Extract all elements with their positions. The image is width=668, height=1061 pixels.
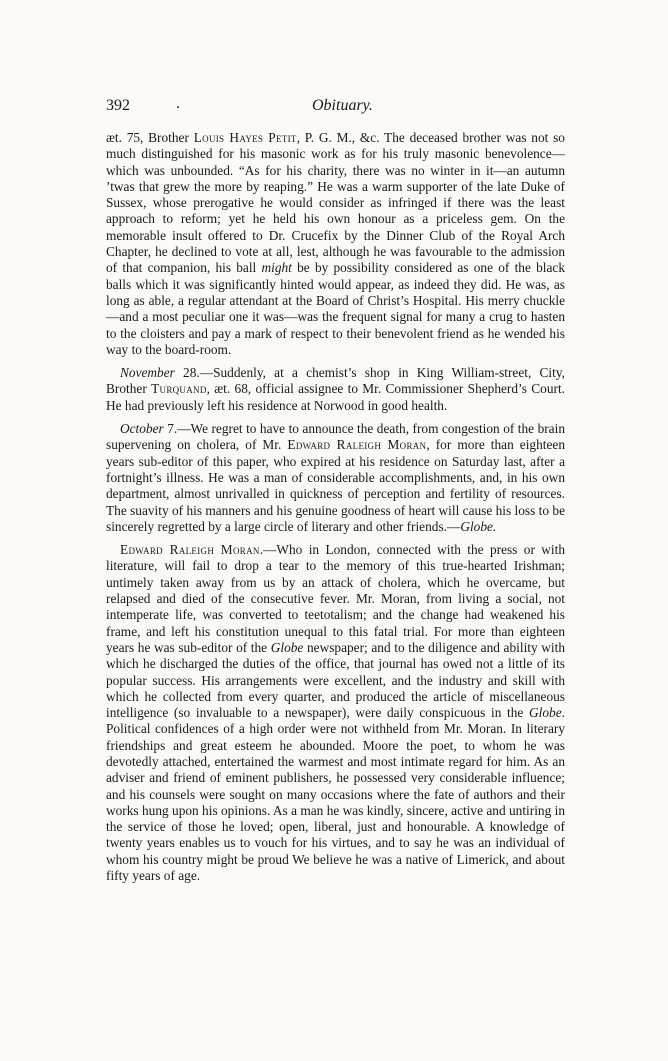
italic-text: Globe. xyxy=(460,518,497,534)
small-caps-name: Turquand xyxy=(151,381,207,397)
small-caps-name: Louis Hayes Petit xyxy=(193,130,297,145)
small-caps-name: Edward Raleigh Moran xyxy=(120,542,260,558)
header-dot: . xyxy=(176,95,180,112)
paragraph-moran-notice xyxy=(106,421,565,535)
italic-text: might xyxy=(261,260,292,276)
page-number: 392 xyxy=(106,97,130,114)
running-head: Obituary. xyxy=(312,97,373,114)
paragraph-moran-tribute xyxy=(106,542,565,884)
italic-text: November xyxy=(120,365,175,381)
text-run: . Political confidences of a high order were not withheld from Mr. Moran. In literary friendships and great esteem he abounded. Moore the poet, to whom he was devotedly attached, entertained the warmest and most intimate regard for him. As an adviser and friend of eminent publishers, he possessed very considerable influence; and his counsels were sought on many occasions where the fate of authors and their works hung upon his opinions. As a man he was kindly, sincere, active and untiring in the service of those he loved; open, liberal, just and honourable. A knowledge of twenty years enables us to vouch for his virtues, and to say he was an individual of whom his country might be proud We believe he was a native of Limerick, and about fifty years of age. xyxy=(106,705,565,884)
text-run: 28.—Suddenly, at a chemist’s shop in King William-street, City, Brother xyxy=(106,365,565,397)
italic-text: Globe xyxy=(529,705,562,721)
article-body xyxy=(106,130,565,891)
text-run: , æt. 68, official assignee to Mr. Commissioner Shepherd’s Court. He had previously left his residence at Norwood in good health. xyxy=(106,381,565,413)
small-caps-name: Edward Raleigh Moran xyxy=(287,437,427,453)
page-header xyxy=(106,97,566,119)
paragraph-turquand xyxy=(106,365,565,414)
text-run: be by possibility considered as one of the black balls which it was significantly hinted would appear, as indeed they did. He was, as long as able, a regular attendant at the Board of Christ’s Hospital. His merry chuckle—and a most peculiar one it was—was the frequent signal for many a crug to hasten to the cloisters and pay a mark of respect to their benevolent friend as he wended his way to the board-room. xyxy=(106,260,565,357)
text-run: 7.—We regret to have to announce the death, from congestion of the brain supervening on cholera, of Mr. xyxy=(106,421,565,453)
text-run: æt. 75, Brother xyxy=(106,130,194,145)
italic-text: October xyxy=(120,421,164,437)
text-run: .—Who in London, connected with the press or with literature, will fail to drop a tear to the memory of this true-hearted Irishman; untimely taken away from us by an attack of cholera, which he overcame, but relapsed and died of the consecutive fever. Mr. Moran, from living a social, not intemperate life, was converted to teetotalism; and the change had weakened his frame, and left his constitution unequal to this fatal trial. For more than eighteen years he was sub-editor of the xyxy=(106,542,565,655)
paragraph-petit xyxy=(106,130,565,358)
text-run: newspaper; and to the diligence and ability with which he discharged the duties of the office, that journal has owed not a little of its popular success. His arrangements were excellent, and the industry and skill with which he collected from every quarter, and produced the article of miscellaneous intelligence (so invaluable to a newspaper), were daily conspicuous in the xyxy=(106,639,565,721)
italic-text: Globe xyxy=(270,639,304,655)
text-run: , P. G. M., &c. The deceased brother was not so much distinguished for his masonic work as for his truly masonic benevolence—which was unbounded. “As for his charity, there was no winter in it—an autumn ’twas that grew the more by reaping.” He was a warm supporter of the late Duke of Sussex, whose prerogative he would consider as infringed if there was the least approach to reform; yet he held his own honour as a priceless gem. On the memorable insult offered to Dr. Crucefix by the Dinner Club of the Royal Arch Chapter, he declined to vote at all, lest, although he was favourable to the admission of that companion, his ball xyxy=(106,130,565,276)
text-run: , for more than eighteen years sub-editor of this paper, who expired at his residence on Saturday last, after a fortnight’s illness. He was a man of considerable accomplishments, and, in his own department, almost unrivalled in quickness of perception and fertility of resources. The suavity of his manners and his genuine goodness of heart will cause his loss to be sincerely regretted by a large circle of literary and other friends.— xyxy=(106,437,565,534)
